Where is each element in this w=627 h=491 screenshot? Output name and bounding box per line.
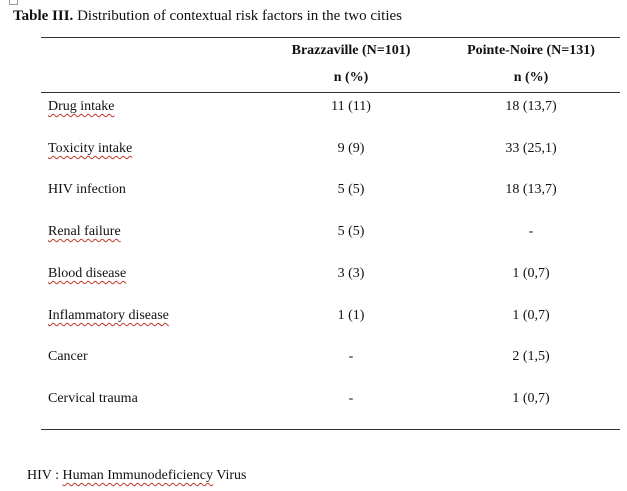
cell-brazzaville: 5 (5) [337, 182, 365, 197]
table-caption [13, 7, 402, 25]
text-boundary-marker [9, 0, 18, 5]
cell-brazzaville: - [348, 391, 354, 406]
column-header-brazzaville: Brazzaville (N=101) [291, 43, 411, 58]
cell-pointe-noire: - [528, 224, 534, 239]
cell-brazzaville: 5 (5) [337, 224, 365, 239]
row-label: Renal failure [48, 224, 121, 239]
table-row [0, 141, 627, 163]
column-subheader-pointe-noire: n (%) [513, 70, 549, 85]
table-row [0, 182, 627, 204]
cell-pointe-noire: 1 (0,7) [512, 266, 550, 281]
row-label: Cancer [48, 349, 88, 364]
table-row [0, 391, 627, 413]
cell-brazzaville: 11 (11) [331, 99, 371, 114]
column-header-pointe-noire: Pointe-Noire (N=131) [467, 43, 595, 58]
cell-brazzaville: 3 (3) [337, 266, 365, 281]
row-label: Inflammatory disease [48, 308, 169, 323]
cell-pointe-noire: 1 (0,7) [512, 308, 550, 323]
footnote-expansion: Human Immunodeficiency [62, 468, 213, 483]
table-row [0, 308, 627, 330]
cell-pointe-noire: 18 (13,7) [505, 182, 557, 197]
footnote-abbreviation: HIV [27, 468, 52, 483]
cell-pointe-noire: 18 (13,7) [505, 99, 557, 114]
table-top-rule [41, 37, 620, 38]
row-label: Drug intake [48, 99, 115, 114]
cell-pointe-noire: 1 (0,7) [512, 391, 550, 406]
cell-brazzaville: 9 (9) [337, 141, 365, 156]
table-row [0, 266, 627, 288]
footnote-separator: : [51, 468, 63, 483]
row-label: Blood disease [48, 266, 127, 281]
row-label: Toxicity intake [48, 141, 133, 156]
row-label: HIV infection [48, 182, 126, 197]
cell-brazzaville: - [348, 349, 354, 364]
column-subheader-brazzaville: n (%) [333, 70, 369, 85]
row-label: Cervical trauma [48, 391, 138, 406]
footnote-last-word: Virus [212, 468, 247, 483]
cell-pointe-noire: 33 (25,1) [505, 141, 557, 156]
caption-label: Table III. [13, 8, 74, 24]
table-header-rule [41, 92, 620, 93]
table-footnote [27, 468, 247, 484]
cell-brazzaville: 1 (1) [337, 308, 365, 323]
caption-text: Distribution of contextual risk factors in the two cities [73, 8, 402, 24]
table-row [0, 99, 627, 121]
cell-pointe-noire: 2 (1,5) [512, 349, 550, 364]
table-row [0, 349, 627, 371]
table-bottom-rule [41, 429, 620, 430]
table-row [0, 224, 627, 246]
